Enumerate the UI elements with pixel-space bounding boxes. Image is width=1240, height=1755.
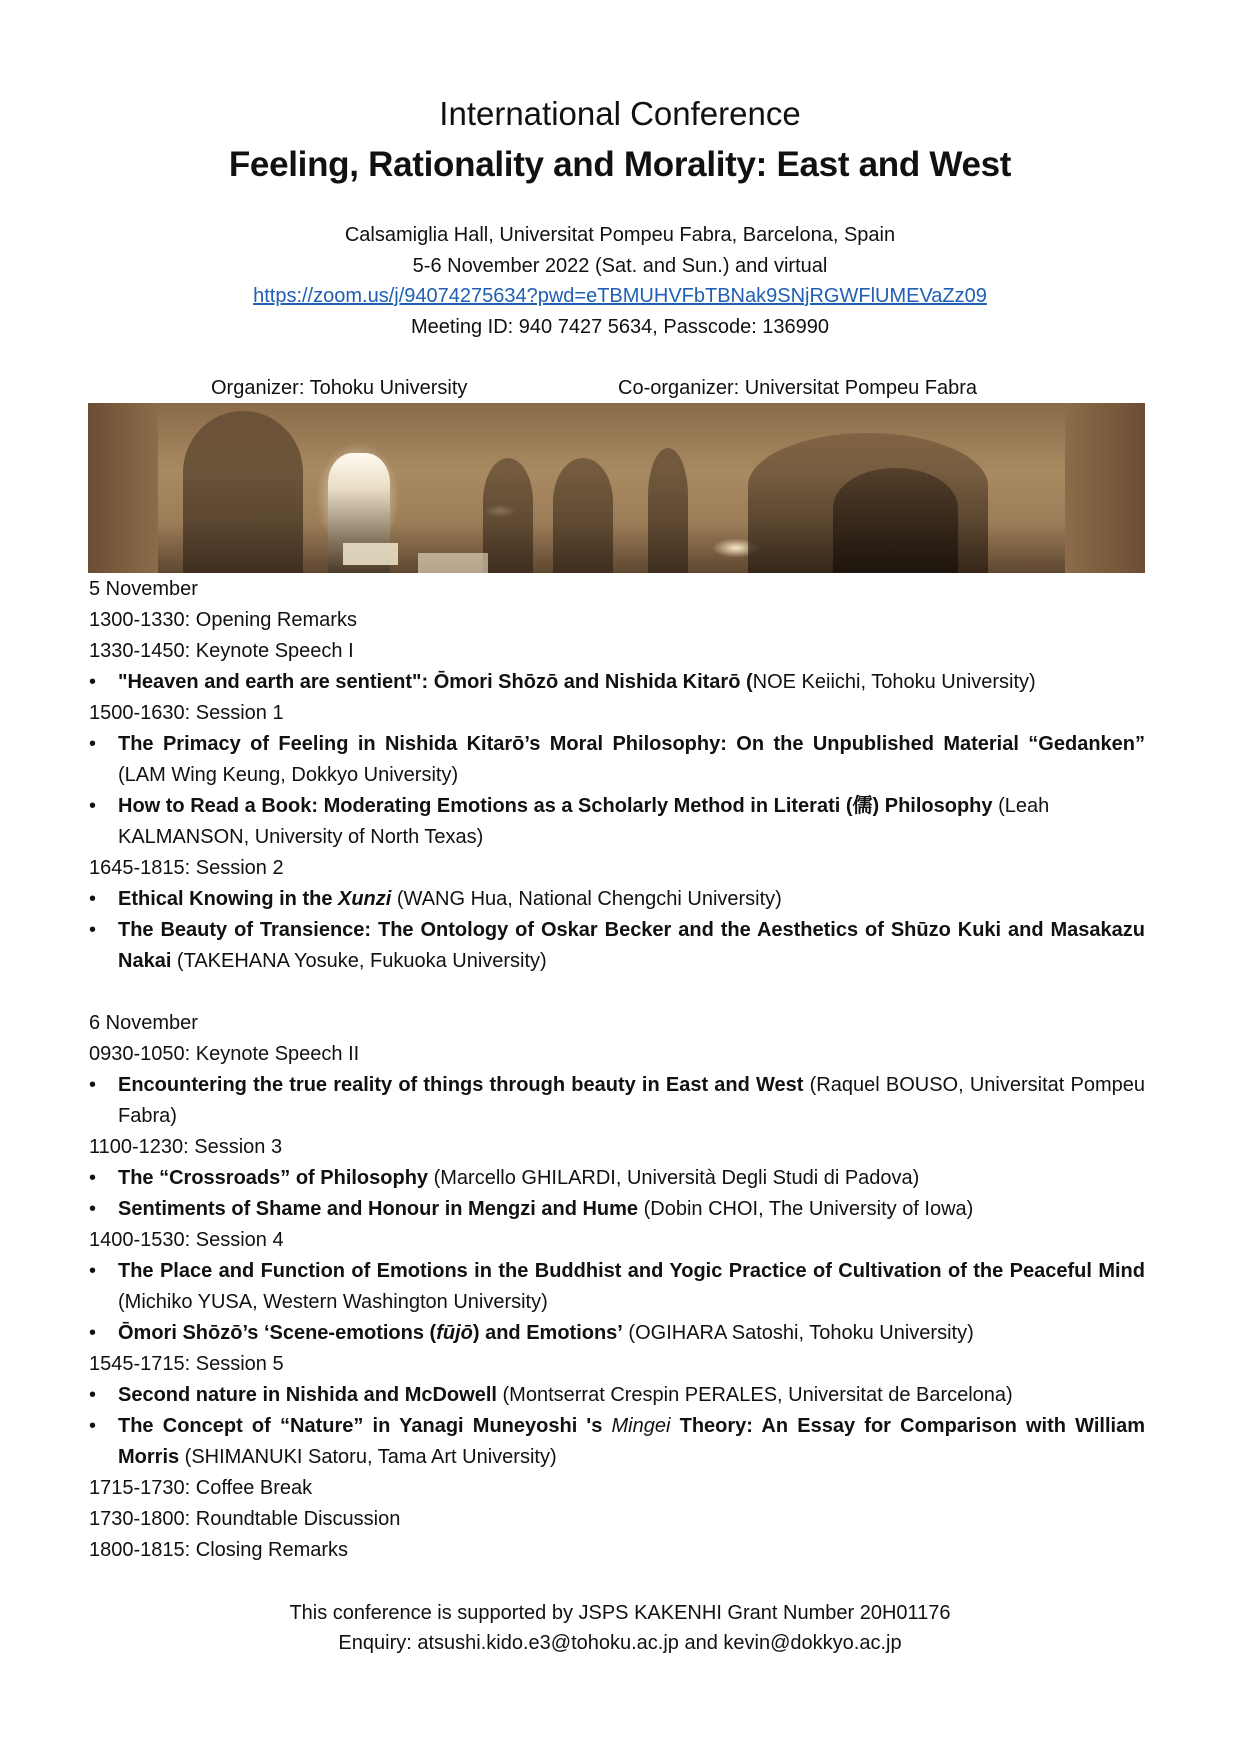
keynote-1-slot: 1330-1450: Keynote Speech I bbox=[89, 640, 354, 662]
talk-title: Sentiments of Shame and Honour in Mengzi and Hume bbox=[118, 1198, 639, 1220]
talk-speaker: (Montserrat Crespin PERALES, Universitat de Barcelona) bbox=[496, 1384, 1013, 1406]
conference-title: Feeling, Rationality and Morality: East and West bbox=[228, 145, 1012, 184]
talk-speaker: (LAM Wing Keung, Dokkyo University) bbox=[118, 764, 459, 786]
session-2-slot: 1645-1815: Session 2 bbox=[89, 857, 284, 879]
talk-item bbox=[89, 1411, 1145, 1473]
talk-item bbox=[89, 915, 1145, 977]
talk-item bbox=[89, 1318, 1145, 1349]
talk-item bbox=[89, 1163, 1145, 1194]
talk-title: How to Read a Book: Moderating Emotions as a Scholarly Method in Literati (儒) Philosophy bbox=[118, 795, 993, 817]
talk-item bbox=[89, 1194, 1145, 1225]
talk-title: The Place and Function of Emotions in the Buddhist and Yogic Practice of Cultivation of the Peaceful Mind bbox=[118, 1260, 1145, 1282]
keynote-1-talk bbox=[89, 667, 1145, 698]
session-5-slot: 1545-1715: Session 5 bbox=[89, 1353, 284, 1375]
session-3-slot: 1100-1230: Session 3 bbox=[89, 1136, 283, 1158]
photo-arch bbox=[648, 448, 688, 573]
opening-remarks: 1300-1330: Opening Remarks bbox=[89, 609, 357, 631]
co-organizer: Co-organizer: Universitat Pompeu Fabra bbox=[618, 377, 978, 399]
talk-title-italic: fūjō bbox=[436, 1322, 473, 1344]
photo-wall-left bbox=[88, 403, 158, 573]
talk-title: Ethical Knowing in the bbox=[118, 888, 338, 910]
talk-speaker: (OGIHARA Satoshi, Tohoku University) bbox=[622, 1322, 974, 1344]
zoom-link[interactable]: https://zoom.us/j/94074275634?pwd=eTBMUHVFbTBNak9SNjRGWFlUMEVaZz09 bbox=[253, 285, 987, 307]
organizer: Organizer: Tohoku University bbox=[211, 377, 468, 399]
coffee-break: 1715-1730: Coffee Break bbox=[89, 1477, 313, 1499]
talk-title: The Primacy of Feeling in Nishida Kitarō’s Moral Philosophy: On the Unpublished Material “Gedanken” bbox=[118, 733, 1145, 755]
talk-speaker: (Marcello GHILARDI, Università Degli Studi di Padova) bbox=[428, 1167, 920, 1189]
keynote-2-talk bbox=[89, 1070, 1145, 1132]
closing-remarks: 1800-1815: Closing Remarks bbox=[89, 1539, 349, 1561]
talk-title: "Heaven and earth are sentient": Ōmori Shōzō and Nishida Kitarō ( bbox=[118, 671, 753, 693]
talk-title: Second nature in Nishida and McDowell bbox=[118, 1384, 497, 1406]
photo-wall-right bbox=[1065, 403, 1145, 573]
talk-speaker: (Raquel BOUSO, Universitat Pompeu Fabra) bbox=[118, 1074, 1145, 1127]
venue-photo bbox=[88, 403, 1145, 573]
talk-item bbox=[89, 791, 1145, 853]
photo-arch bbox=[553, 458, 613, 573]
grant-support: This conference is supported by JSPS KAKENHI Grant Number 20H01176 bbox=[289, 1602, 951, 1624]
talk-title-end: ) and Emotions’ bbox=[472, 1322, 623, 1344]
talk-title: The “Crossroads” of Philosophy bbox=[118, 1167, 429, 1189]
talk-title: Encountering the true reality of things through beauty in East and West bbox=[118, 1074, 804, 1096]
session-4-slot: 1400-1530: Session 4 bbox=[89, 1229, 284, 1251]
talk-speaker: NOE Keiichi, Tohoku University) bbox=[752, 671, 1036, 693]
talk-speaker: (Leah KALMANSON, University of North Texas) bbox=[118, 795, 1050, 848]
roundtable: 1730-1800: Roundtable Discussion bbox=[89, 1508, 401, 1530]
talk-item bbox=[89, 884, 1145, 915]
event-dates: 5-6 November 2022 (Sat. and Sun.) and virtual bbox=[412, 254, 828, 277]
talk-speaker: (Dobin CHOI, The University of Iowa) bbox=[638, 1198, 974, 1220]
talk-title-italic: Mingei bbox=[611, 1415, 671, 1437]
enquiry-contacts: Enquiry: atsushi.kido.e3@tohoku.ac.jp and kevin@dokkyo.ac.jp bbox=[338, 1632, 902, 1654]
photo-desk bbox=[418, 553, 488, 573]
talk-title-italic: Xunzi bbox=[338, 888, 392, 910]
talk-speaker: (SHIMANUKI Satoru, Tama Art University) bbox=[179, 1446, 557, 1468]
photo-arch bbox=[183, 411, 303, 573]
keynote-2-slot: 0930-1050: Keynote Speech II bbox=[89, 1043, 360, 1065]
talk-item bbox=[89, 729, 1145, 791]
talk-title: The Beauty of Transience: The Ontology of Oskar Becker and the Aesthetics of Shūzo Kuki and Masakazu Nakai bbox=[118, 919, 1145, 972]
day-1-heading: 5 November bbox=[89, 578, 198, 600]
talk-item bbox=[89, 1380, 1145, 1411]
talk-speaker: (TAKEHANA Yosuke, Fukuoka University) bbox=[171, 950, 547, 972]
photo-arch bbox=[483, 458, 533, 573]
photo-desk bbox=[343, 543, 398, 565]
meeting-info: Meeting ID: 940 7427 5634, Passcode: 136990 bbox=[410, 315, 830, 338]
organizers bbox=[0, 373, 1240, 403]
talk-speaker: (WANG Hua, National Chengchi University) bbox=[391, 888, 782, 910]
session-1-slot: 1500-1630: Session 1 bbox=[89, 702, 284, 724]
footer bbox=[0, 1598, 1240, 1658]
day-separator bbox=[89, 977, 1145, 1008]
talk-title-end: Theory: An Essay for Comparison with William Morris bbox=[118, 1415, 1146, 1468]
venue: Calsamiglia Hall, Universitat Pompeu Fabra, Barcelona, Spain bbox=[344, 224, 896, 246]
title-line-1: International Conference bbox=[439, 95, 801, 132]
talk-speaker: (Michiko YUSA, Western Washington University) bbox=[118, 1291, 548, 1313]
talk-title: Ōmori Shōzō’s ‘Scene-emotions ( bbox=[118, 1322, 437, 1344]
talk-title: The Concept of “Nature” in Yanagi Muneyoshi 's bbox=[118, 1415, 612, 1437]
photo-arch bbox=[833, 468, 958, 573]
schedule bbox=[89, 574, 1145, 1566]
event-info bbox=[0, 220, 1240, 342]
day-2-heading: 6 November bbox=[89, 1012, 198, 1034]
talk-item bbox=[89, 1256, 1145, 1318]
